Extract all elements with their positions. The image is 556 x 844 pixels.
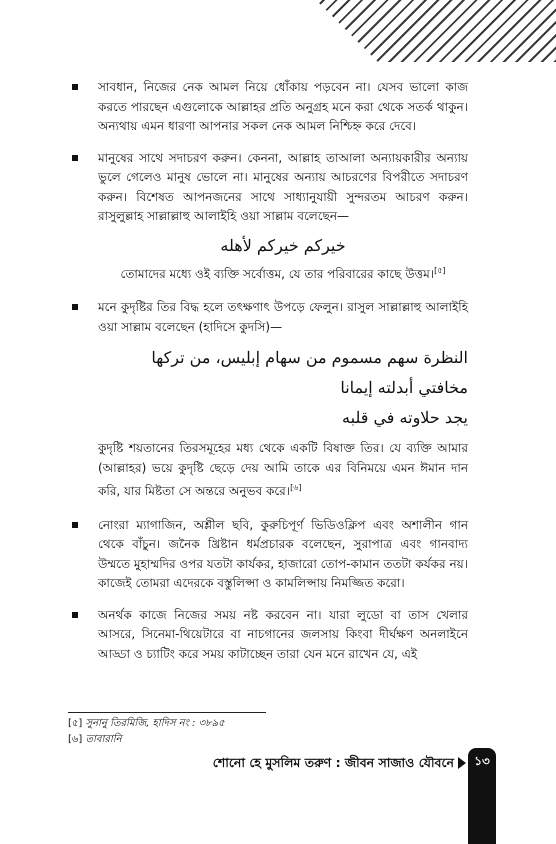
list-item [68, 149, 468, 227]
hadith-translation [68, 261, 468, 285]
list-item-text: অনর্থক কাজে নিজের সময় নষ্ট করবেন না। যারা লুডো বা তাস খেলার আসরে, সিনেমা-থিয়েটারে বা নাচগানের জলসায় কিংবা দীর্ঘক্ষণ অনলাইনে আড্ডা ও চ্যাটিং করে সময় কাটাচ্ছেন তারা যেন মনে রাখেন যে, এই [98, 607, 468, 661]
hadith-translation [68, 439, 468, 502]
hadith-translation-text: কুদৃষ্টি শয়তানের তিরসমূহের মধ্য থেকে একটি বিষাক্ত তির। যে ব্যক্তি আমার (আল্লাহর) ভয়ে কুদৃষ্টি ছেড়ে দেয় আমি তাকে এর বিনিময়ে এমন ঈমান দান করি, যার মিষ্টতা সে অন্তরে অনুভব করে। [98, 441, 468, 498]
footnote-reference: [৫] [434, 265, 446, 275]
list-item [68, 298, 468, 337]
hadith-arabic-line: النظرة سهم مسموم من سهام إبليس، من تركها مخافتي أبدلته إيمانا [151, 348, 468, 397]
square-bullet-icon [72, 304, 78, 310]
footnote-reference: [৬] [290, 483, 302, 492]
list-item-text: মনে কুদৃষ্টির তির বিদ্ধ হলে তৎক্ষণাৎ উপড়ে ফেলুন। রাসুল সাল্লাল্লাহু আলাইহি ওয়া সাল্লাম বলেছেন (হাদিসে কুদসি)— [98, 300, 468, 334]
list-item-text: নোংরা ম্যাগাজিন, অশ্লীল ছবি, কুরুচিপূর্ণ ভিডিওক্লিপ এবং অশালীন গান থেকে বাঁচুন। জনৈক খ্রিষ্টান ধর্মপ্রচারক বলেছেন, সুরাপাত্র এবং গানবাদ্য উম্মতে মুহাম্মদির ওপর যতটা কার্যকর, হাজারো তোপ-কামান ততটা কর্যকর নয়। কাজেই তোমরা এদেরকে বস্তুলিপ্সা ও কামলিপ্সায় নিমজ্জিত করো। [98, 517, 468, 590]
square-bullet-icon [72, 155, 78, 161]
footnote-text: তাবারানি [85, 734, 122, 745]
list-item [68, 516, 468, 594]
hadith-arabic-line: يجد حلاوته في قلبه [342, 408, 468, 427]
footnote-number: [৬] [68, 734, 83, 745]
footnote [68, 732, 225, 748]
running-footer-title: শোনো হে মুসলিম তরুণ : জীবন সাজাও যৌবনে [212, 755, 454, 770]
list-item [68, 606, 468, 665]
page-number: ১৩ [474, 754, 490, 768]
list-item-text: সাবধান, নিজের নেক আমল নিয়ে ধোঁকায় পড়বেন না। যেসব ভালো কাজ করতে পারছেন এগুলোকে আল্লাহর প্রতি অনুগ্রহ মনে করা থেকে সতর্ক থাকুন। অন্যথায় এমন ধারণা আপনার সকল নেক আমল নিশ্চিহ্ন করে দেবে। [98, 80, 468, 133]
list-item [68, 78, 468, 137]
decorative-hatch-corner [316, 0, 556, 62]
footnote-divider [68, 712, 266, 713]
footnotes [68, 716, 225, 748]
page-body [68, 78, 468, 676]
footnote-number: [৫] [68, 718, 83, 729]
triangle-right-icon [458, 757, 466, 769]
hadith-translation-text: তোমাদের মধ্যে ওই ব্যক্তি সর্বোত্তম, যে তার পরিবারের কাছে উত্তম। [120, 266, 435, 281]
page-number-tab [468, 748, 496, 844]
hadith-arabic: خيركم خيركم لأهله [220, 235, 346, 255]
list-item-text: মানুষের সাথে সদাচরণ করুন। কেননা, আল্লাহ তাআলা অন্যায়কারীর অন্যায় ভুলে গেলেও মানুষ ভোলে না। মানুষের অন্যায় আচরণের বিপরীতে সদাচরণ করুন। বিশেষত আপনজনের সাথে সাধ্যানুযায়ী সুন্দরতম আচরণ করুন। রাসুলুল্লাহ সাল্লাল্লাহু আলাইহি ওয়া সাল্লাম বলেছেন— [98, 150, 468, 223]
footnote [68, 716, 225, 732]
square-bullet-icon [72, 612, 78, 618]
footnote-text: সুনানু তিরমিজি, হাদিস নং : ৩৮৯৫ [85, 718, 225, 729]
square-bullet-icon [72, 522, 78, 528]
square-bullet-icon [72, 84, 78, 90]
